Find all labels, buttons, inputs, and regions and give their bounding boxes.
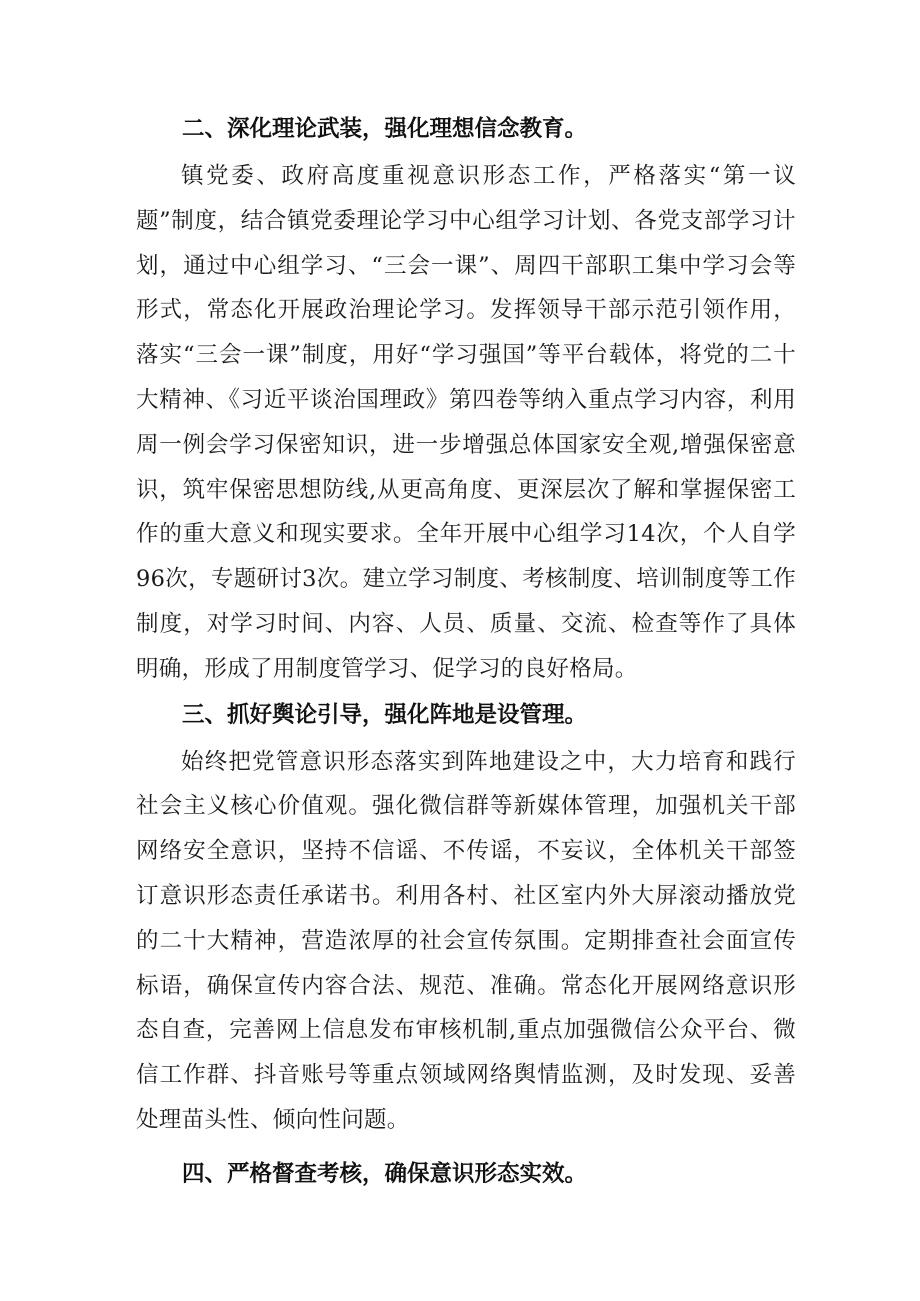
document-body [136, 106, 796, 1197]
section-heading-2: 二、深化理论武装，强化理想信念教育。 [182, 116, 588, 142]
section-paragraph-3: 始终把党管意识形态落实到阵地建设之中，大力培育和践行社会主义核心价值观。强化微信群等新媒体管理，加强机关干部网络安全意识，坚持不信谣、不传谣，不妄议，全体机关干部签订意识形态责任承诺书。利用各村、社区室内外大屏滚动播放党的二十大精神，营造浓厚的社会宣传氛围。定期排查社会面宣传标语，确保宣传内容合法、规范、准确。常态化开展网络意识形态自查，完善网上信息发布审核机制,重点加强微信公众平台、微信工作群、抖音账号等重点领域网络舆情监测，及时发现、妥善处理苗头性、倾向性问题。 [136, 748, 796, 1133]
section-heading-4: 四、严格督查考核，确保意识形态实效。 [182, 1160, 588, 1187]
section-heading-3: 三、抓好舆论引导，强化阵地是设管理。 [182, 701, 588, 728]
section-paragraph-2: 镇党委、政府高度重视意识形态工作，严格落实“第一议题”制度，结合镇党委理论学习中心组学习计划、各党支部学习计划，通过中心组学习、“三会一课”、周四干部职工集中学习会等形式，常态化开展政治理论学习。发挥领导干部示范引领作用，落实“三会一课”制度，用好“学习强国”等平台载体，将党的二十大精神、《习近平谈治国理政》第四卷等纳入重点学习内容，利用周一例会学习保密知识，进一步增强总体国家安全观,增强保密意识，筑牢保密思想防线,从更高角度、更深层次了解和掌握保密工作的重大意义和现实要求。全年开展中心组学习14次，个人自学96次，专题研讨3次。建立学习制度、考核制度、培训制度等工作制度，对学习时间、内容、人员、质量、交流、检查等作了具体明确，形成了用制度管学习、促学习的良好格局。 [136, 163, 796, 682]
